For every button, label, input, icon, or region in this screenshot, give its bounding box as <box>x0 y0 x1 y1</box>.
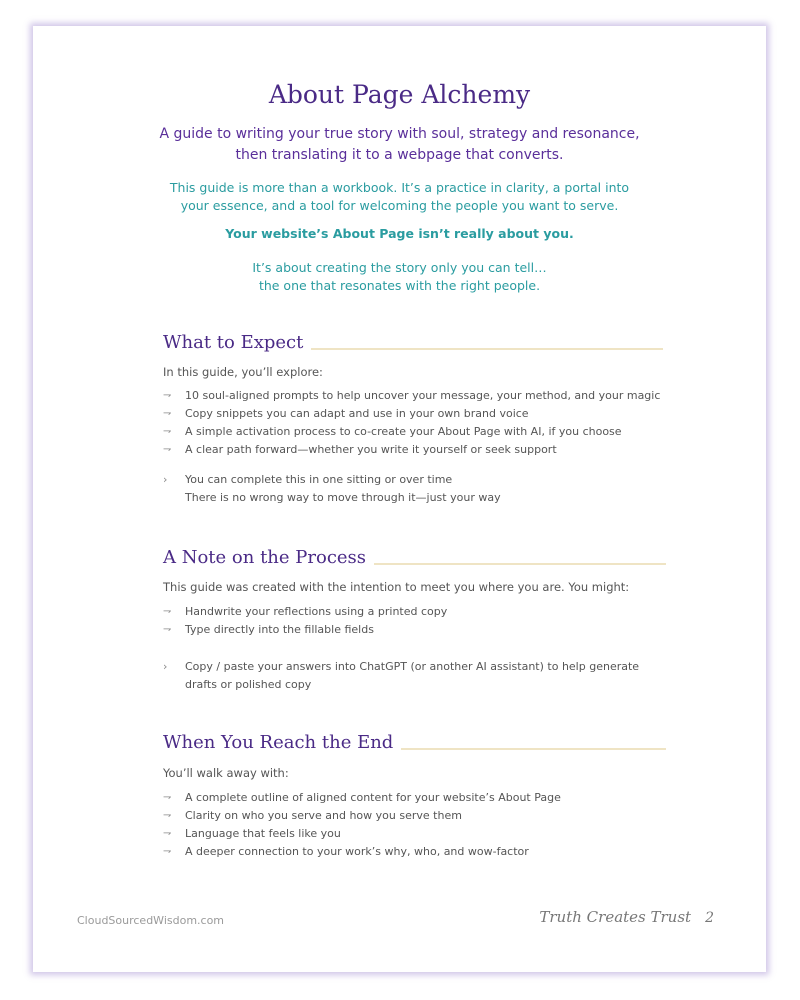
arrow-bullet-icon: ⇁ <box>163 606 172 617</box>
arrow-bullet-icon: ⇁ <box>163 444 172 455</box>
list-item: ⇁ Copy snippets you can adapt and use in your own brand voice <box>163 405 660 423</box>
arrow-bullet-icon: ⇁ <box>163 426 172 437</box>
list-item: ⇁ Handwrite your reflections using a printed copy <box>163 603 447 621</box>
arrow-bullet-icon: ⇁ <box>163 846 172 857</box>
process-note-line-1: Copy / paste your answers into ChatGPT (or another AI assistant) to help generate <box>185 660 640 673</box>
process-lead: This guide was created with the intention to meet you where you are. You might: <box>163 580 630 594</box>
section-title-expect: What to Expect <box>163 331 304 353</box>
intro-paragraph <box>33 179 766 215</box>
arrow-bullet-icon: ⇁ <box>163 810 172 821</box>
section-title-process: A Note on the Process <box>163 546 367 568</box>
document-page <box>33 26 766 972</box>
process-note-line-2: drafts or polished copy <box>185 678 312 691</box>
intro-paragraph-2 <box>33 259 766 295</box>
arrow-bullet-icon: ⇁ <box>163 624 172 635</box>
footer-signature <box>539 908 714 926</box>
section-rule-end <box>401 748 666 750</box>
list-item: ⇁ 10 soul-aligned prompts to help uncover your message, your method, and your magic <box>163 387 660 405</box>
subtitle-line-1: A guide to writing your true story with soul, strategy and resonance, <box>159 126 640 142</box>
chevron-right-icon: › <box>163 473 168 486</box>
expect-note-line-1: You can complete this in one sitting or over time <box>185 473 453 486</box>
section-title-end: When You Reach the End <box>163 731 394 753</box>
arrow-bullet-icon: ⇁ <box>163 390 172 401</box>
section-rule-expect <box>311 348 663 350</box>
process-list <box>163 603 447 639</box>
subtitle <box>33 124 766 166</box>
footer-site-link[interactable]: CloudSourcedWisdom.com <box>77 914 225 927</box>
arrow-bullet-icon: ⇁ <box>163 828 172 839</box>
list-item: ⇁ A simple activation process to co-create your About Page with AI, if you choose <box>163 423 660 441</box>
list-item: ⇁ A clear path forward—whether you write it yourself or seek support <box>163 441 660 459</box>
end-lead: You’ll walk away with: <box>163 766 289 780</box>
list-item: ⇁ Language that feels like you <box>163 825 561 843</box>
page-number: 2 <box>705 910 714 926</box>
signature-text: Truth Creates Trust <box>539 908 692 926</box>
intro2-line-1: It’s about creating the story only you can tell… <box>252 260 547 275</box>
list-item: ⇁ A deeper connection to your work’s why, who, and wow-factor <box>163 843 561 861</box>
page-title: About Page Alchemy <box>268 80 531 109</box>
subtitle-line-2: then translating it to a webpage that converts. <box>235 147 564 163</box>
list-item: ⇁ Clarity on who you serve and how you serve them <box>163 807 561 825</box>
list-item: ⇁ Type directly into the fillable fields <box>163 621 447 639</box>
intro2-line-2: the one that resonates with the right people. <box>258 278 541 293</box>
section-rule-process <box>374 563 666 565</box>
expect-lead: In this guide, you’ll explore: <box>163 365 323 379</box>
section-heading-process <box>163 544 666 570</box>
intro-line-1: This guide is more than a workbook. It’s a practice in clarity, a portal into <box>169 180 630 195</box>
expect-note-line-2: There is no wrong way to move through it—just your way <box>185 491 501 504</box>
expect-note <box>163 471 501 507</box>
intro-line-2: your essence, and a tool for welcoming the people you want to serve. <box>180 198 619 213</box>
section-heading-expect <box>163 329 663 355</box>
section-heading-end <box>163 729 666 755</box>
end-list <box>163 789 561 861</box>
arrow-bullet-icon: ⇁ <box>163 408 172 419</box>
chevron-right-icon: › <box>163 660 168 673</box>
expect-list <box>163 387 660 459</box>
list-item: ⇁ A complete outline of aligned content for your website’s About Page <box>163 789 561 807</box>
arrow-bullet-icon: ⇁ <box>163 792 172 803</box>
intro-bold-statement: Your website’s About Page isn’t really about you. <box>225 226 574 241</box>
process-note <box>163 658 639 694</box>
